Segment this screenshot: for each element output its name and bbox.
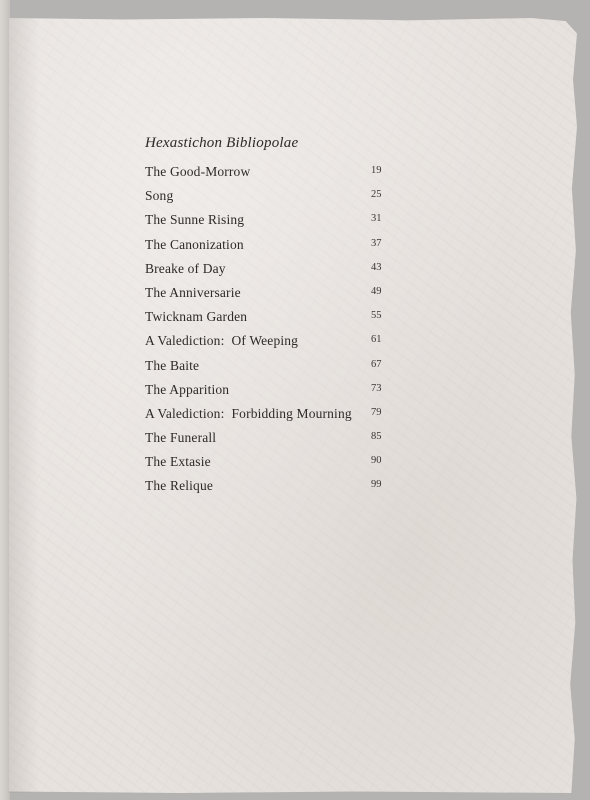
entry-title: The Canonization xyxy=(145,236,244,252)
entry-title: The Apparition xyxy=(145,381,230,397)
entry-page-number: 90 xyxy=(371,455,382,467)
toc-entry xyxy=(145,377,405,401)
entry-page-number: 55 xyxy=(371,310,382,322)
entry-page-number: 31 xyxy=(371,213,382,225)
entry-title: Twicknam Garden xyxy=(145,309,248,325)
toc-heading: Hexastichon Bibliopolae xyxy=(145,135,299,151)
toc-entry xyxy=(145,473,405,497)
toc-entry xyxy=(145,328,405,352)
toc-entry xyxy=(145,280,405,304)
gutter-shadow xyxy=(9,18,39,793)
toc-entry xyxy=(145,183,405,207)
entry-page-number: 25 xyxy=(371,189,382,201)
entry-title: The Extasie xyxy=(145,454,211,470)
entry-page-number: 79 xyxy=(371,406,382,418)
toc-entry xyxy=(145,159,405,183)
toc-entry xyxy=(145,304,405,328)
entry-title: Song xyxy=(145,188,174,204)
entry-title: The Relique xyxy=(145,478,214,494)
entry-title: A Valediction: Forbidding Mourning xyxy=(145,405,352,421)
entry-title: The Anniversarie xyxy=(145,284,241,300)
toc-entry xyxy=(145,401,405,425)
entry-page-number: 73 xyxy=(371,382,382,394)
entry-page-number: 37 xyxy=(371,237,382,249)
entry-page-number: 49 xyxy=(371,285,382,297)
table-of-contents xyxy=(145,133,405,498)
entry-title: The Funerall xyxy=(145,430,217,446)
toc-entry xyxy=(145,232,405,256)
toc-list xyxy=(145,159,405,498)
toc-entry xyxy=(145,425,405,449)
toc-entry xyxy=(145,256,405,280)
entry-page-number: 67 xyxy=(371,358,382,370)
toc-entry xyxy=(145,353,405,377)
entry-page-number: 61 xyxy=(371,334,382,346)
entry-title: Breake of Day xyxy=(145,260,226,276)
entry-page-number: 43 xyxy=(371,261,382,273)
toc-entry xyxy=(145,207,405,231)
entry-page-number: 99 xyxy=(371,479,382,491)
toc-entry xyxy=(145,449,405,473)
entry-title: The Sunne Rising xyxy=(145,212,245,228)
entry-title: The Baite xyxy=(145,357,200,373)
entry-page-number: 85 xyxy=(371,431,382,443)
entry-page-number: 19 xyxy=(371,165,382,176)
entry-title: The Good-Morrow xyxy=(145,164,251,179)
entry-title: A Valediction: Of Weeping xyxy=(145,333,299,349)
